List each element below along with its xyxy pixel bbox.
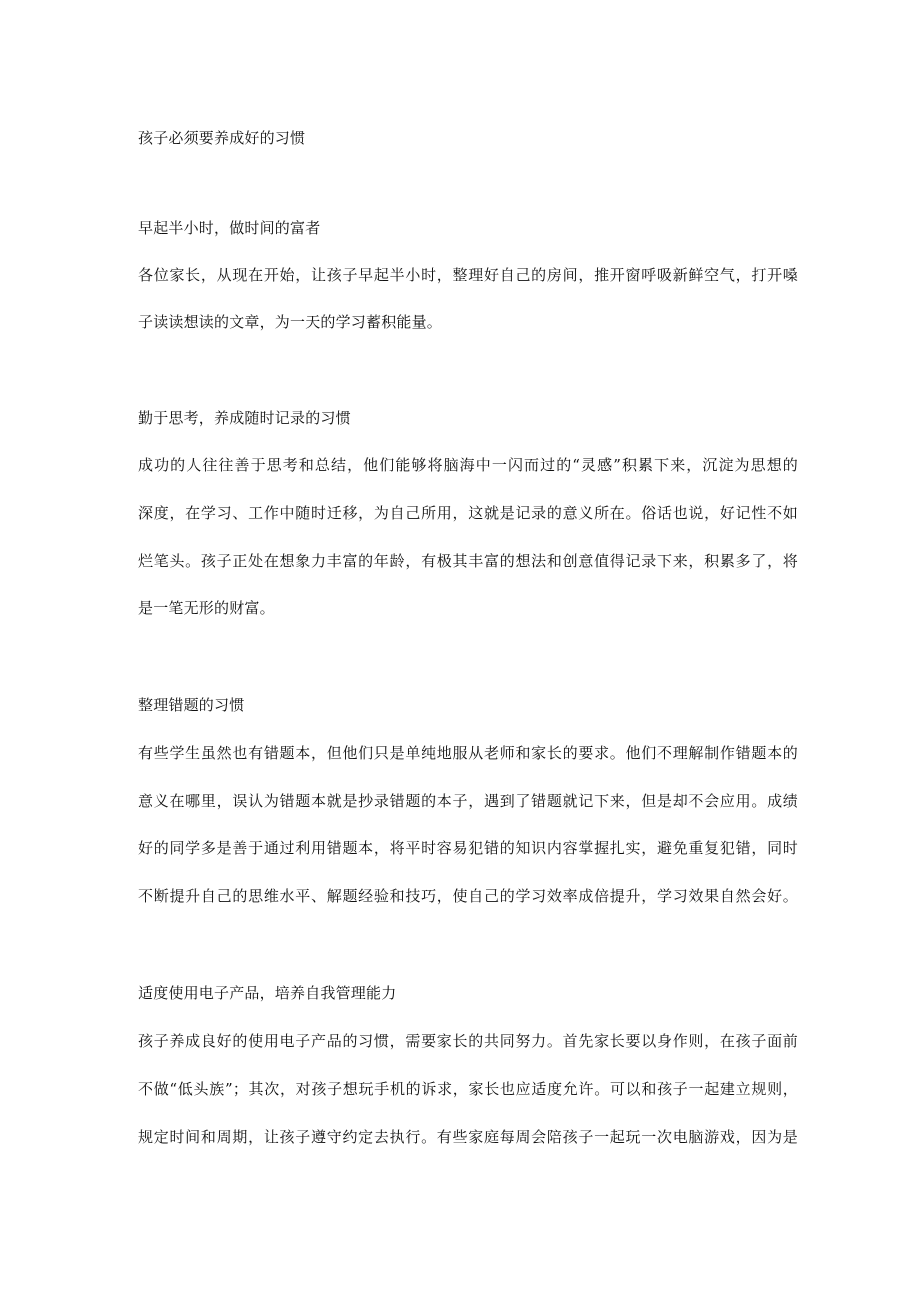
section-heading-thinking-recording: 勤于思考，养成随时记录的习惯 — [138, 409, 351, 427]
section-heading-error-notebook: 整理错题的习惯 — [138, 696, 245, 714]
paragraph-line: 烂笔头。孩子正处在想象力丰富的年龄，有极其丰富的想法和创意值得记录下来，积累多了，将 — [138, 552, 798, 570]
paragraph-line: 好的同学多是善于通过利用错题本，将平时容易犯错的知识内容掌握扎实，避免重复犯错，同时 — [138, 839, 798, 857]
paragraph-line: 成功的人往往善于思考和总结，他们能够将脑海中一闪而过的“灵感”积累下来，沉淀为思想的 — [138, 456, 798, 474]
paragraph-line: 有些学生虽然也有错题本，但他们只是单纯地服从老师和家长的要求。他们不理解制作错题本的 — [138, 744, 798, 762]
paragraph-line: 不做“低头族”；其次，对孩子想玩手机的诉求，家长也应适度允许。可以和孩子一起建立规则， — [138, 1080, 798, 1098]
paragraph-line: 子读读想读的文章，为一天的学习蓄积能量。 — [138, 313, 443, 331]
section-heading-early-rising: 早起半小时，做时间的富者 — [138, 219, 321, 237]
section-heading-electronic-products: 适度使用电子产品，培养自我管理能力 — [138, 984, 397, 1002]
paragraph-line: 各位家长，从现在开始，让孩子早起半小时，整理好自己的房间，推开窗呼吸新鲜空气，打开嗓 — [138, 266, 798, 284]
paragraph-line: 不断提升自己的思维水平、解题经验和技巧，使自己的学习效率成倍提升，学习效果自然会好。 — [138, 887, 798, 905]
paragraph-line: 深度，在学习、工作中随时迁移，为自己所用，这就是记录的意义所在。俗话也说，好记性不如 — [138, 504, 798, 522]
paragraph-line: 意义在哪里，误认为错题本就是抄录错题的本子，遇到了错题就记下来，但是却不会应用。成绩 — [138, 792, 798, 810]
paragraph-line: 孩子养成良好的使用电子产品的习惯，需要家长的共同努力。首先家长要以身作则，在孩子面前 — [138, 1032, 798, 1050]
paragraph-line: 是一笔无形的财富。 — [138, 599, 275, 617]
paragraph-line: 规定时间和周期，让孩子遵守约定去执行。有些家庭每周会陪孩子一起玩一次电脑游戏，因为是 — [138, 1128, 798, 1146]
document-title: 孩子必须要养成好的习惯 — [138, 129, 306, 147]
